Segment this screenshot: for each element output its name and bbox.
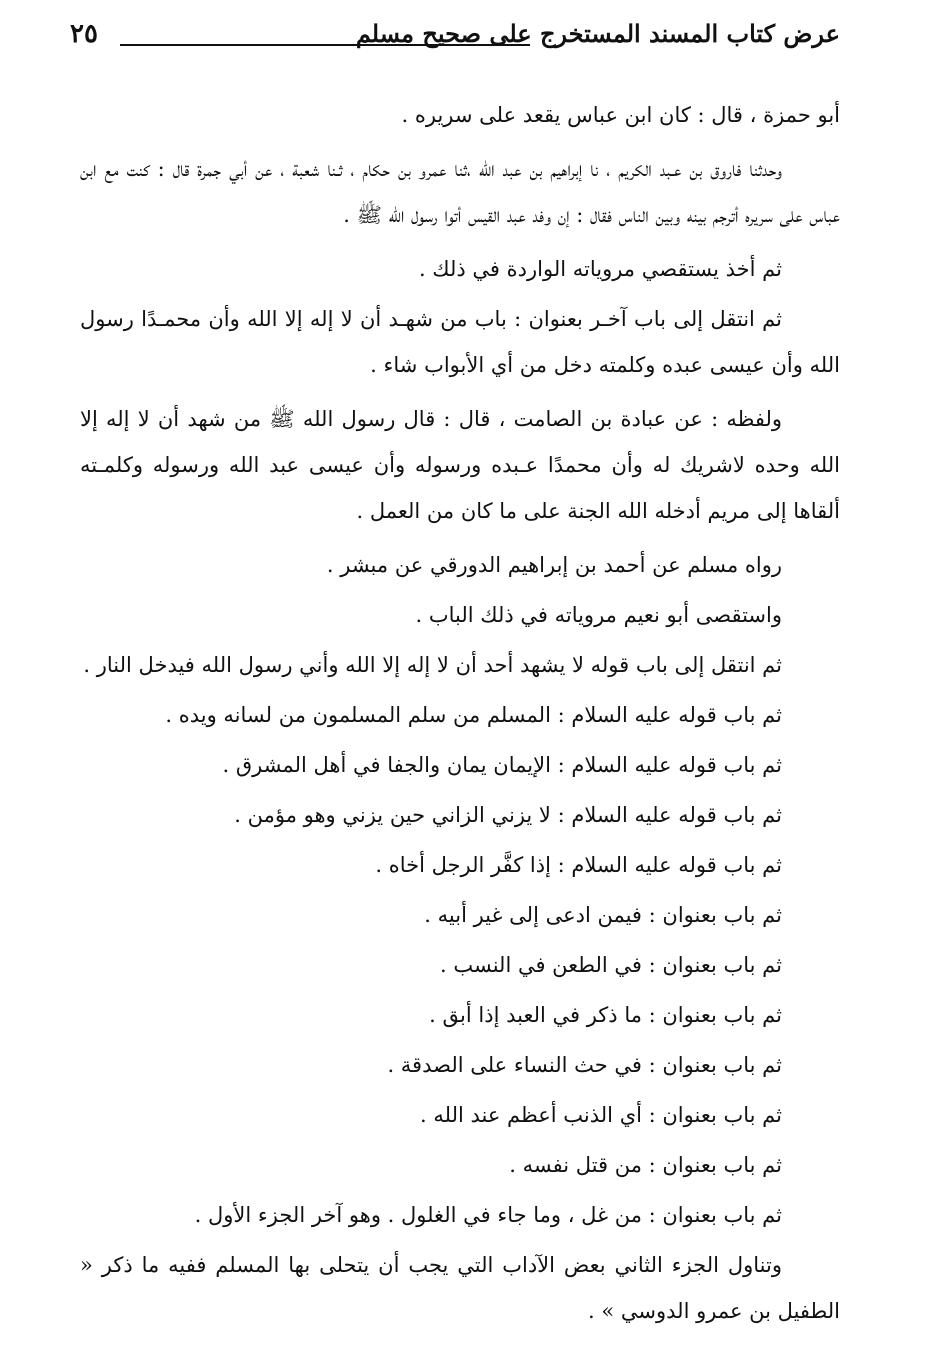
- header-rule: [120, 44, 530, 46]
- paragraph: ثم باب قوله عليه السلام : إذا كفَّر الرجل أخاه .: [375, 853, 782, 877]
- paragraph: واستقصى أبو نعيم مروياته في ذلك الباب .: [415, 603, 782, 627]
- running-header-title: عرض كتاب المسند المستخرج على صحيح مسلم: [355, 19, 840, 48]
- paragraph: وتناول الجزء الثاني بعض الآداب التي يجب أن يتحلى بها المسلم ففيه ما ذكر « الطفيل بن عمرو الدوسي » .: [80, 1253, 840, 1323]
- paragraph: ثم باب قوله عليه السلام : لا يزني الزاني حين يزني وهو مؤمن .: [234, 803, 782, 827]
- paragraph: ثم أخذ يستقصي مروياته الواردة في ذلك .: [418, 257, 782, 281]
- page-number: ٢٥: [70, 19, 98, 49]
- paragraph: ثم باب قوله عليه السلام : الإيمان يمان والجفا في أهل المشرق .: [222, 753, 782, 777]
- paragraph: ثم باب بعنوان : ما ذكر في العبد إذا أبق .: [429, 1003, 782, 1027]
- paragraph: ثم باب بعنوان : أي الذنب أعظم عند الله .: [420, 1103, 782, 1127]
- paragraph: رواه مسلم عن أحمد بن إبراهيم الدورقي عن مبشر .: [326, 553, 782, 577]
- paragraph: ثم باب بعنوان : من قتل نفسه .: [509, 1153, 782, 1177]
- paragraph: ثم باب بعنوان : في حث النساء على الصدقة .: [387, 1053, 782, 1077]
- paragraph: ولفظه : عن عبادة بن الصامت ، قال : قال رسول الله ﷺ من شهد أن لا إله إلا الله وحده لاشريك له وأن محمدًا عـبده ورسوله وأن عيسى عبد الله ورسوله وكلمـته ألقاها إلى مريم أدخله الله الجنة على ما كان من العمل .: [80, 407, 840, 523]
- paragraph: ثم باب بعنوان : فيمن ادعى إلى غير أبيه .: [424, 903, 782, 927]
- paragraph: أبو حمزة ، قال : كان ابن عباس يقعد على سريره .: [401, 103, 840, 127]
- running-header: [70, 14, 840, 54]
- paragraph: ثم انتقل إلى باب آخـر بعنوان : باب من شهـد أن لا إله إلا الله وأن محمـدًا رسول الله وأن عيسى عبده وكلمته دخل من أي الأبواب شاء .: [80, 307, 840, 377]
- paragraph: ثم باب بعنوان : في الطعن في النسب .: [440, 953, 782, 977]
- paragraph: ثم باب قوله عليه السلام : المسلم من سلم المسلمون من لسانه ويده .: [165, 703, 782, 727]
- paragraph: ثم باب بعنوان : من غل ، وما جاء في الغلول . وهو آخر الجزء الأول .: [194, 1203, 782, 1227]
- paragraph: وحدثنا فاروق بن عـبد الكريم ، نا إبراهيم بن عبد الله ،ثنا عمرو بن حكام ، ثـنا شعبة ، عن أبي جمرة قال : كنت مع ابن عباس على سريره أترجم بينه وبين الناس فقال : إن وفد عبد القيس أتوا رسول الله ﷺ .: [80, 157, 840, 227]
- body-text: [80, 92, 840, 1342]
- paragraph: ثم انتقل إلى باب قوله لا يشهد أحد أن لا إله إلا الله وأني رسول الله فيدخل النار .: [83, 653, 782, 677]
